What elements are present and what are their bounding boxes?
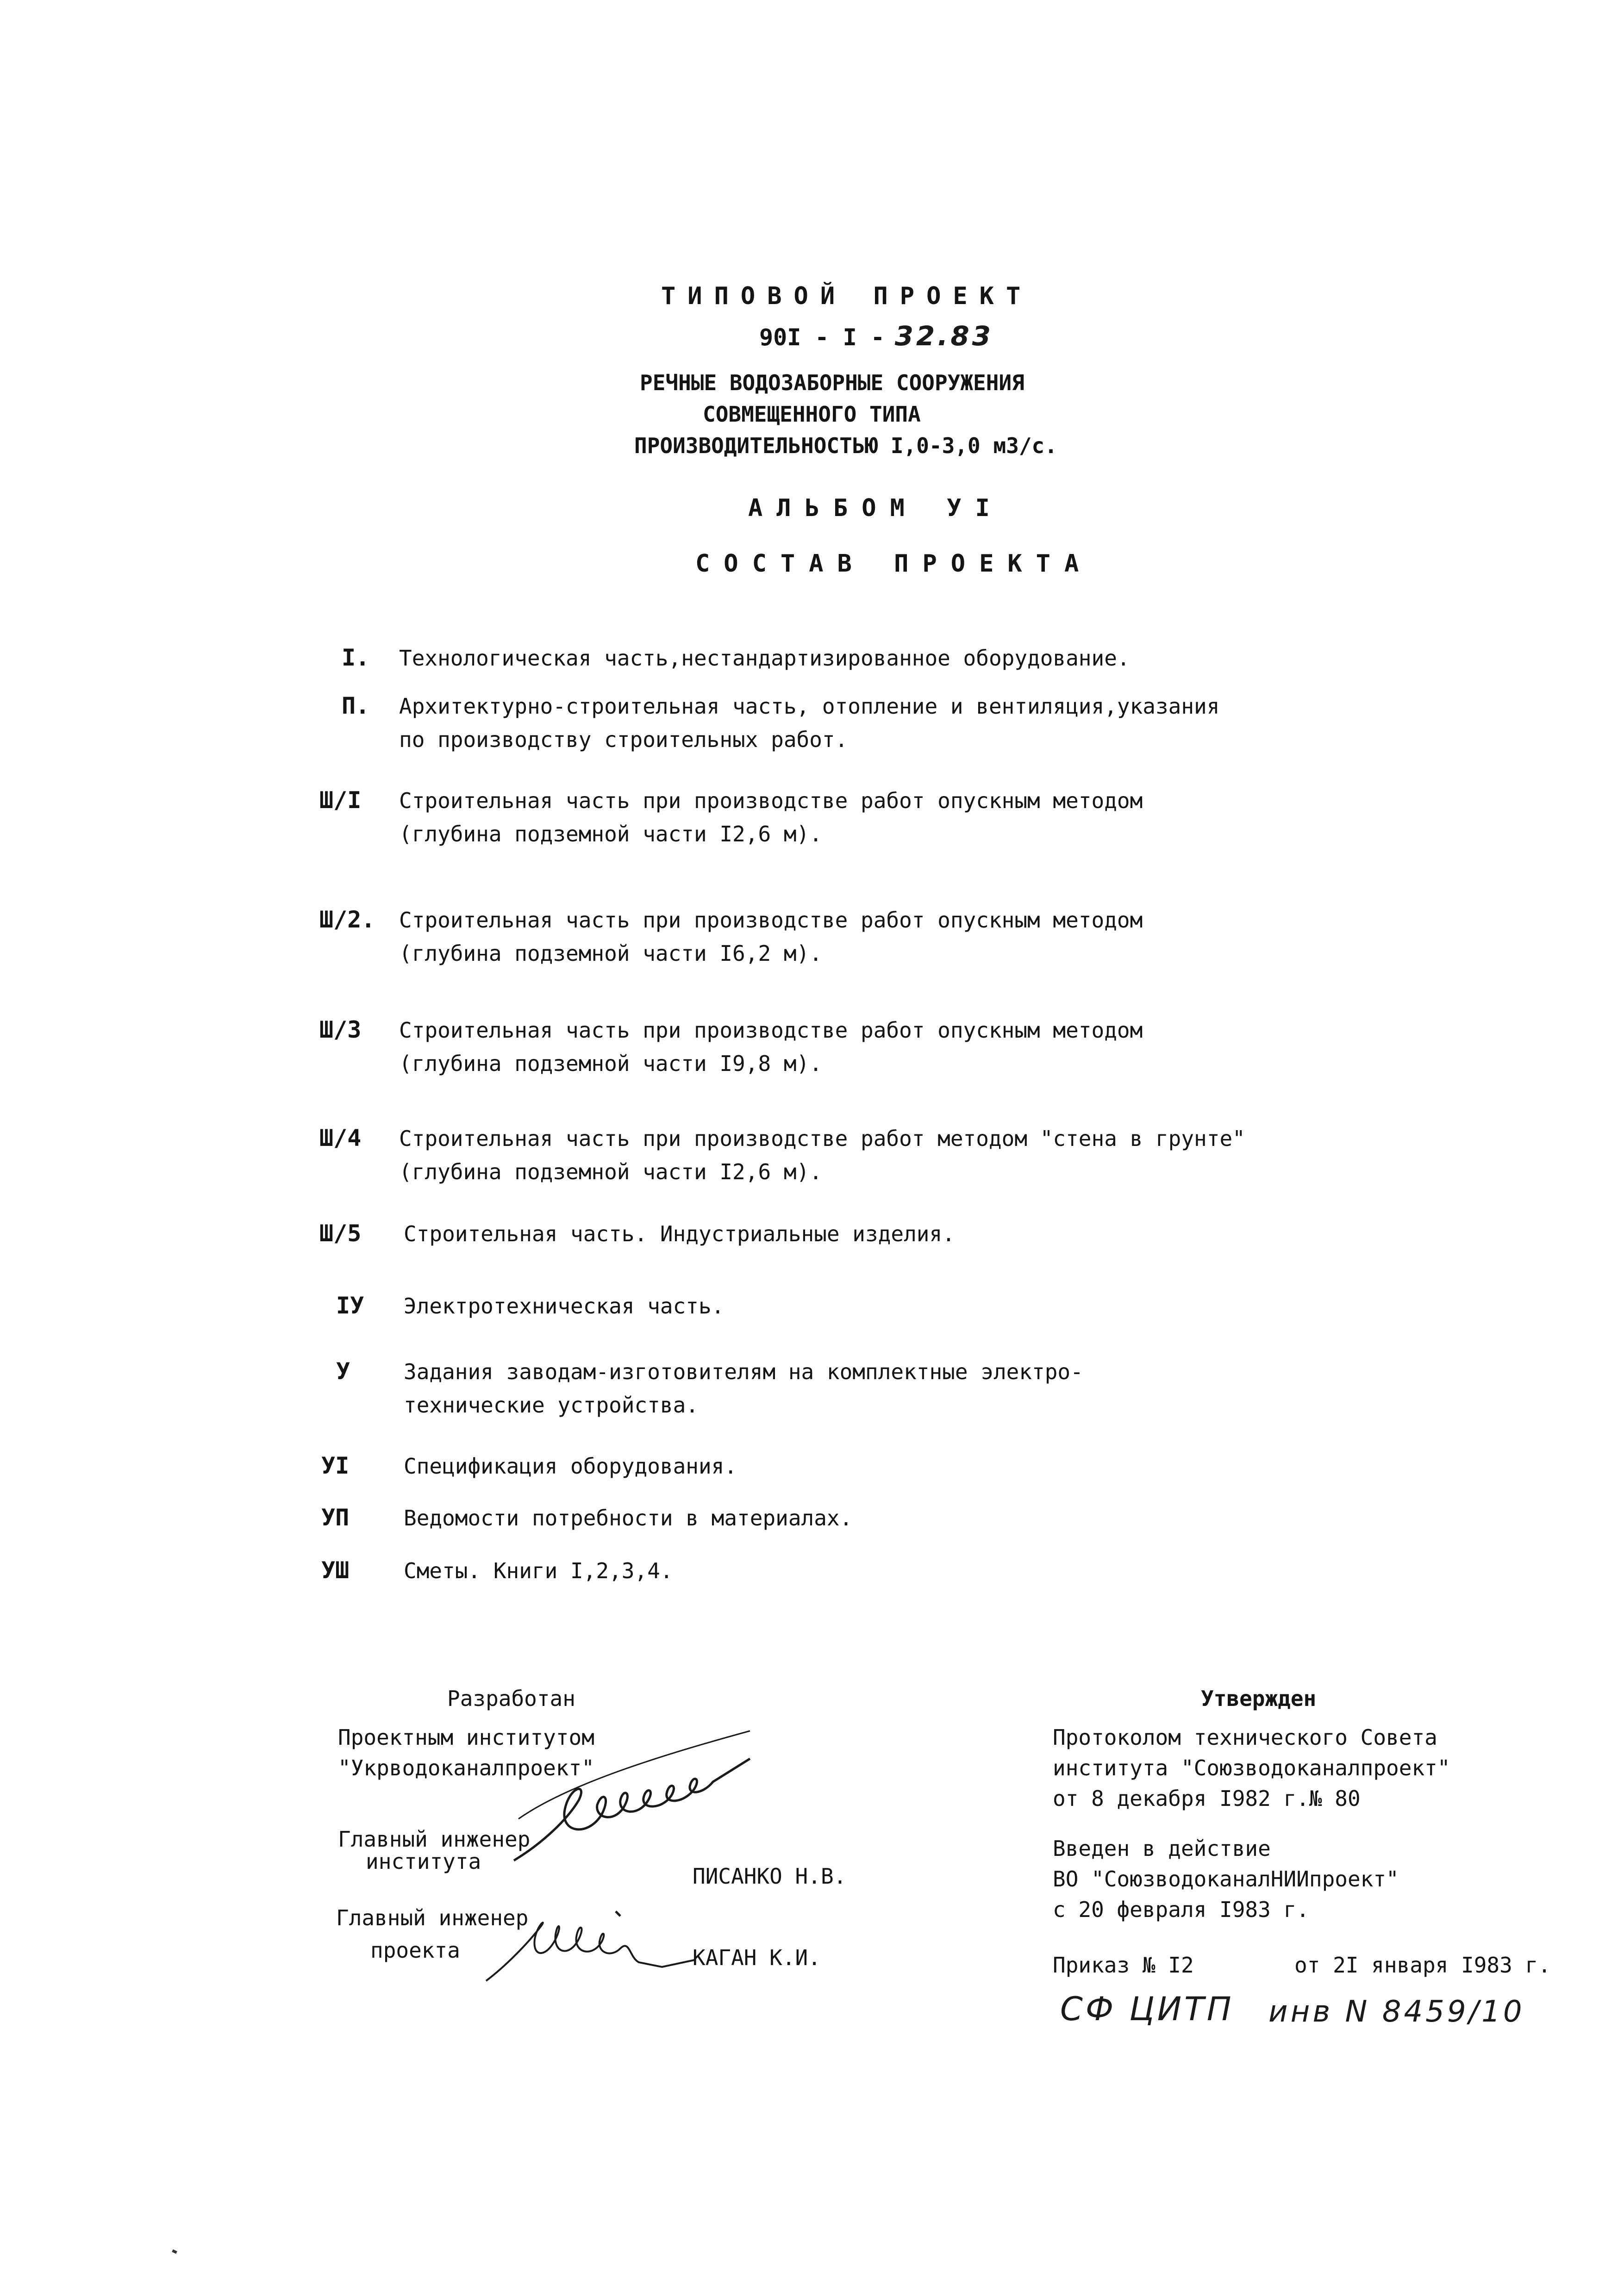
list-item-number: I. <box>342 644 370 671</box>
description-line-1: РЕЧНЫЕ ВОДОЗАБОРНЫЕ СООРУЖЕНИЯ <box>640 370 1024 395</box>
list-item-text <box>399 641 1130 675</box>
approved-line-2: института "Союзводоканалпроект" <box>1053 1755 1450 1780</box>
list-item-line: Строительная часть при производстве работ опускным методом <box>399 908 1143 933</box>
intro-line-3: с 20 февраля I983 г. <box>1053 1897 1309 1922</box>
list-item-line: Задания заводам-изготовителям на комплектные электро- <box>404 1359 1083 1384</box>
project-number <box>759 320 993 352</box>
description-line-2: СОВМЕЩЕННОГО ТИПА <box>703 402 921 427</box>
list-item-line: Ведомости потребности в материалах. <box>404 1506 853 1531</box>
list-item-line: Технологическая часть,нестандартизированное оборудование. <box>399 646 1130 671</box>
intro-line-1: Введен в действие <box>1053 1836 1271 1861</box>
list-item-text <box>399 1014 1143 1080</box>
list-item-number: УП <box>321 1504 350 1531</box>
section-title: СОСТАВ ПРОЕКТА <box>695 550 1093 578</box>
list-item-number: Ш/3 <box>319 1016 362 1043</box>
list-item-line: по производству строительных работ. <box>399 727 848 752</box>
list-item-text <box>404 1289 724 1323</box>
list-item-text <box>404 1554 673 1587</box>
list-item-line: Спецификация оборудования. <box>404 1454 737 1479</box>
chief-project-name: КАГАН К.И. <box>693 1945 821 1970</box>
handwritten-note-right: инв N 8459/10 <box>1268 1995 1525 2029</box>
list-item-line: Строительная часть при производстве работ методом "стена в грунте" <box>399 1126 1245 1151</box>
list-item-line: Сметы. Книги I,2,3,4. <box>404 1558 673 1583</box>
list-item-line: (глубина подземной части I9,8 м). <box>399 1051 822 1076</box>
approved-line-1: Протоколом технического Совета <box>1053 1725 1437 1750</box>
handwritten-note-left: СФ ЦИТП <box>1060 1990 1234 2028</box>
list-item-text <box>404 1501 852 1535</box>
chief-project-label2: проекта <box>370 1938 460 1963</box>
list-item-line: (глубина подземной части I2,6 м). <box>399 1159 822 1184</box>
doc-title: ТИПОВОЙ ПРОЕКТ <box>661 282 1033 310</box>
list-item-text <box>399 1122 1245 1188</box>
list-item-line: Архитектурно-строительная часть, отопление и вентиляция,указания <box>399 694 1220 719</box>
developed-org-line1: Проектным институтом <box>338 1725 594 1750</box>
project-number-printed: 90I - I - <box>759 324 885 351</box>
list-item-text <box>404 1355 1083 1422</box>
list-item-number: У <box>336 1358 350 1385</box>
list-item-line: Строительная часть при производстве работ опускным методом <box>399 788 1143 813</box>
description-line-3: ПРОИЗВОДИТЕЛЬНОСТЬЮ I,0-3,0 м3/с. <box>634 433 1057 458</box>
list-item-number: УШ <box>321 1557 350 1584</box>
list-item-text <box>399 903 1143 970</box>
list-item-line: (глубина подземной части I2,6 м). <box>399 821 822 846</box>
list-item-number: Ш/I <box>319 787 362 814</box>
list-item-line: Строительная часть. Индустриальные изделия. <box>404 1221 955 1246</box>
stray-mark <box>172 2249 177 2254</box>
list-item-number: Ш/2. <box>319 906 375 933</box>
approved-line-3: от 8 декабря I982 г.№ 80 <box>1053 1786 1361 1811</box>
signature-kagan <box>477 1898 718 1999</box>
list-item-text <box>404 1450 737 1483</box>
chief-institute-label1: Главный инженер <box>338 1827 531 1852</box>
chief-institute-name: ПИСАНКО Н.В. <box>693 1864 847 1889</box>
chief-project-label1: Главный инженер <box>336 1905 529 1930</box>
approved-heading: Утвержден <box>1201 1686 1317 1711</box>
list-item-number: IУ <box>336 1292 364 1319</box>
list-item-line: технические устройства. <box>404 1393 699 1418</box>
list-item-text <box>399 784 1143 851</box>
intro-line-2: ВО "СоюзводоканалНИИпроект" <box>1053 1867 1399 1892</box>
list-item-number: УI <box>321 1452 350 1479</box>
list-item-number: Ш/4 <box>319 1125 362 1151</box>
signature-pisanko <box>509 1731 750 1870</box>
order-number: Приказ № I2 <box>1053 1953 1194 1978</box>
list-item-line: Строительная часть при производстве работ опускным методом <box>399 1018 1143 1043</box>
list-item-line: Электротехническая часть. <box>404 1294 725 1319</box>
list-item-text <box>399 690 1219 756</box>
developed-heading: Разработан <box>447 1686 575 1711</box>
project-number-handwritten: 32.83 <box>894 320 994 352</box>
list-item-text <box>404 1217 955 1251</box>
list-item-number: П. <box>342 692 370 719</box>
list-item-number: Ш/5 <box>319 1220 362 1247</box>
developed-org-line2: "Укрводоканалпроект" <box>338 1755 594 1780</box>
chief-institute-label2: института <box>366 1849 481 1874</box>
list-item-line: (глубина подземной части I6,2 м). <box>399 941 822 966</box>
album-title: АЛЬБОМ УI <box>748 494 1004 522</box>
order-date: от 2I января I983 г. <box>1294 1953 1551 1978</box>
